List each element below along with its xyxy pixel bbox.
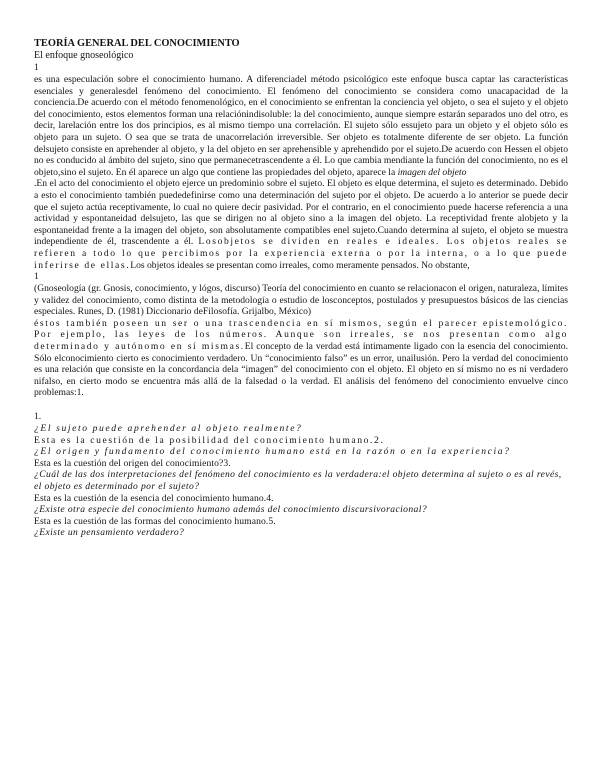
question-2: ¿El origen y fundamento del conocimiento humano está en la razón o en la experiencia? (34, 446, 511, 458)
answer-4: Esta es la cuestión de las formas del conocimiento humano.5. (34, 515, 276, 527)
paragraph-3 (34, 318, 568, 399)
spacer (34, 399, 568, 411)
answer-2: Esta es la cuestión del origen del conocimiento?3. (34, 457, 231, 469)
paragraph-1-italic: imagen del objeto (397, 166, 467, 178)
paragraph-2-end: Los objetos ideales se presentan como irreales, como meramente pensados. No obstante, (130, 259, 470, 271)
question-1: ¿El sujeto puede aprehender al objeto realmente? (34, 423, 303, 435)
answer-1: Esta es la cuestión de la posibilidad del conocimiento humano.2. (34, 434, 385, 446)
paragraph-2-spaced: Losobjetos se dividen en reales e ideales. Los objetos reales se refieren a todo lo que percibimos por la experiencia externa o por la interna, o a lo que puede inferirse de ellas. (34, 236, 568, 271)
answer-3: Esta es la cuestión de la esencia del conocimiento humano.4. (34, 492, 274, 504)
paragraph-2 (34, 178, 568, 271)
paragraph-3-text: El concepto de la verdad está íntimamente ligado con la esencia del conocimiento. Sólo elconocimiento cierto es conocimiento verdadero. Un “conocimiento falso” es un error, unailusión. Pero la verdad del conocimiento es una relación que consiste en la concordancia dela “imagen” del conocimiento con el objeto. El objeto en sí mismo no es ni verdadero nifalso, en cierto modo se encuentra más allá de la falsedad o la verdad. El análisis del fenómeno del conocimiento envuelve cinco problemas:1. (34, 341, 568, 399)
question-3: ¿Cuál de las dos interpretaciones del fenómeno del conocimiento es la verdadera:el objeto determina al sujeto o es al revés, el objeto es determinado por el sujeto? (34, 469, 562, 492)
paragraph-1 (34, 74, 568, 178)
footnote-text: (Gnoseología (gr. Gnosis, conocimiento, y lógos, discurso) Teoría del conocimiento en cuanto se relacionacon el origen, naturaleza, límites y validez del conocimiento, como distinta de la metodología o estudio de losconceptos, postulados y presupuestos básicos de las ciencias especiales. Runes, D. (1981) Diccionario deFilosofía. Grijalbo, México) (34, 283, 568, 318)
footnote-number: 1 (34, 271, 39, 283)
question-4: ¿Existe otra especie del conocimiento humano además del conocimiento discursivoracional? (34, 504, 428, 516)
document-page (34, 38, 568, 539)
footnote-marker: 1 (34, 62, 39, 73)
paragraph-2-text: .En el acto del conocimiento el objeto ejerce un predominio sobre el sujeto. El objeto es elque determina, el sujeto es determinado. Debido a esto el conocimiento también puededefinirse como una determinación del sujeto por el objeto. De acuerdo a lo anterior se puede decir que el sujeto actúa receptivamente, lo cual no quiere decir pasividad. Por el contrario, en el conocimiento puede hacerse referencia a una actividad y espontaneidad delsujeto, las que se dirigen no al objeto sino a la imagen del objeto. La receptividad frente alobjeto y la espontaneidad frente a la imagen del objeto, son absolutamente compatibles enel sujeto.Cuando determina al sujeto, el objeto se muestra independiente de él, trascendente a él. (34, 178, 568, 248)
document-subtitle: El enfoque gnoseológico (34, 50, 134, 61)
document-title: TEORÍA GENERAL DEL CONOCIMIENTO (34, 38, 240, 49)
paragraph-3-spaced: éstos también poseen un ser o una trascendencia en sí mismos, según el parecer epistemológico. Por ejemplo, las leyes de los números. Aunque son irreales, se nos presentan como algo determinado y autónomo en sí mismas. (34, 317, 568, 353)
paragraph-1-text: es una especulación sobre el conocimiento humano. A diferenciadel método psicológico este enfoque busca captar las características esenciales y generalesdel fenómeno del conocimiento. El fenómeno del conocimiento se considera como unacapacidad de la conciencia.De acuerdo con el método fenomenológico, en el conocimiento se enfrentan la conciencia yel objeto, o sea el sujeto y el objeto del conocimiento, estos elementos forman una relaciónindisoluble: la del conocimiento, aunque siempre estarán separados uno del otro, es decir, larelación entre los dos principios, es al mismo tiempo una correlación. El sujeto sólo essujeto para un objeto y el objeto sólo es objeto para un sujeto. O sea que se trata de unacorrelación irreversible. Ser objeto es totalmente diferente de ser objeto. La función delsujeto consiste en aprehender al objeto, y la del objeto en ser aprehensible y aprehendido por el sujeto.De acuerdo con Hessen el objeto no es conducido al ámbito del sujeto, sino que permanecetrascendente a él. Lo que cambia mendiante la función del conocimiento, no es el objeto,sino el sujeto. En él aparece un algo que contiene las propiedades del objeto, aparece la (34, 74, 568, 178)
list-number: 1. (34, 411, 42, 423)
question-5: ¿Existe un pensamiento verdadero? (34, 527, 185, 539)
